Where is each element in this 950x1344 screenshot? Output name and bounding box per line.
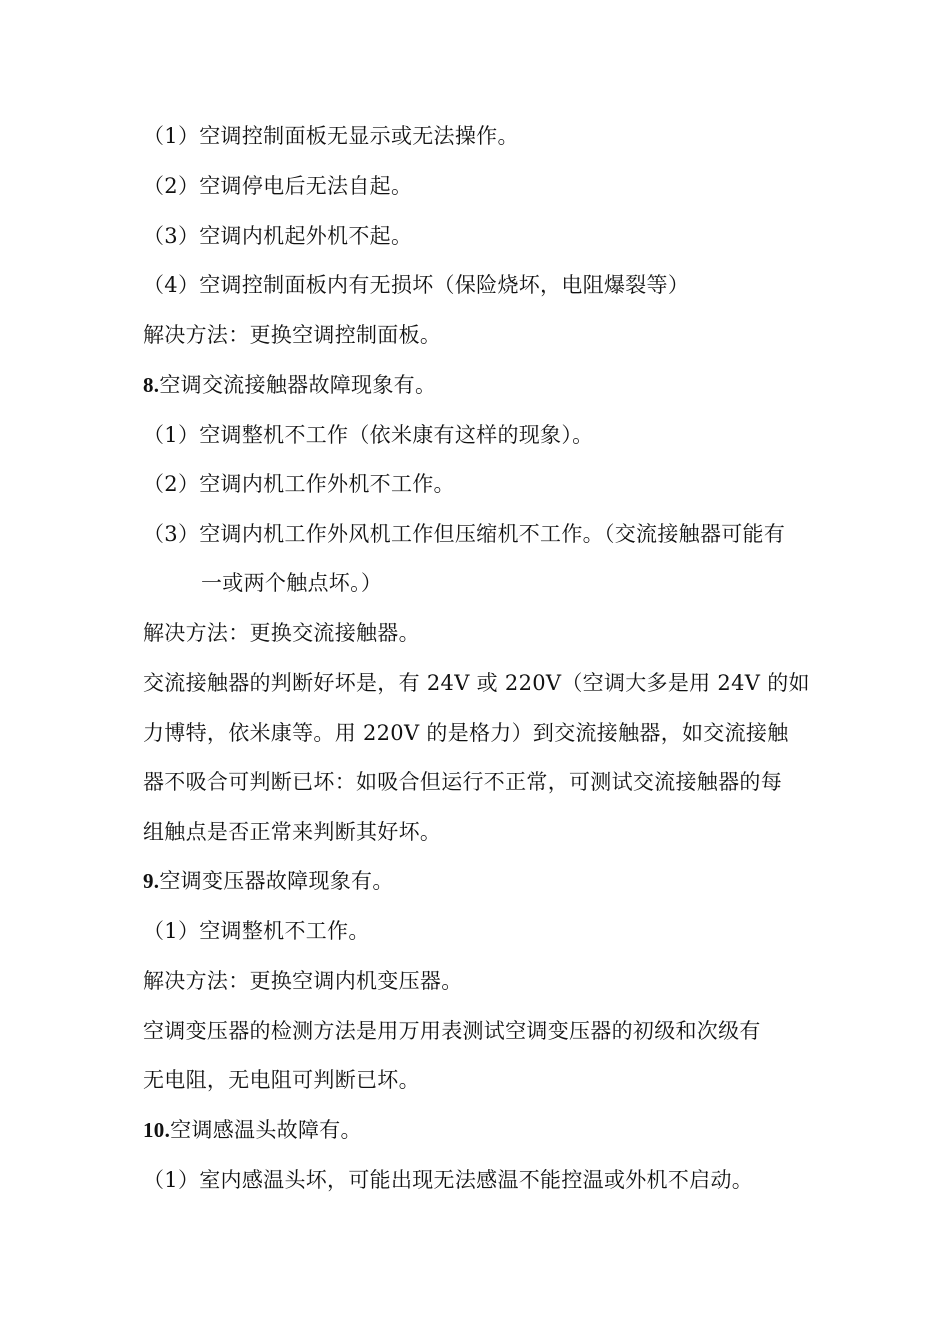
fault-item-2: （2）空调停电后无法自起。: [143, 174, 413, 198]
body-paragraph-line: 空调变压器的检测方法是用万用表测试空调变压器的初级和次级有: [143, 1019, 761, 1043]
solution-text: 解决方法：更换交流接触器。: [143, 621, 420, 645]
solution-text: 解决方法：更换空调控制面板。: [143, 323, 442, 347]
section-title: 空调感温头故障有。: [170, 1118, 362, 1142]
section-heading-8: [143, 370, 436, 400]
fault-item-3: （3）空调内机工作外风机工作但压缩机不工作。（交流接触器可能有: [143, 522, 786, 546]
section-title: 空调变压器故障现象有。: [159, 869, 394, 893]
body-paragraph-line: 力博特，依米康等。用 220V 的是格力）到交流接触器，如交流接触: [143, 721, 789, 745]
fault-item-1: （1）空调控制面板无显示或无法操作。: [143, 124, 519, 148]
body-paragraph-line: 组触点是否正常来判断其好坏。: [143, 820, 442, 844]
fault-item-3-continuation: 一或两个触点坏。）: [201, 571, 383, 595]
fault-item-1: （1）空调整机不工作（依米康有这样的现象）。: [143, 423, 594, 447]
section-number: 10.: [143, 1118, 171, 1142]
fault-item-3: （3）空调内机起外机不起。: [143, 224, 413, 248]
section-number: 8.: [143, 373, 160, 397]
solution-text: 解决方法：更换空调内机变压器。: [143, 969, 463, 993]
body-paragraph-line: 无电阻，无电阻可判断已坏。: [143, 1068, 420, 1092]
body-paragraph-line: 交流接触器的判断好坏是，有 24V 或 220V（空调大多是用 24V 的如: [143, 671, 810, 695]
section-number: 9.: [143, 869, 160, 893]
fault-item-1: （1）室内感温头坏，可能出现无法感温不能控温或外机不启动。: [143, 1168, 754, 1192]
fault-item-1: （1）空调整机不工作。: [143, 919, 370, 943]
section-heading-10: [143, 1115, 362, 1145]
section-heading-9: [143, 866, 394, 896]
fault-item-4: （4）空调控制面板内有无损坏（保险烧坏，电阻爆裂等）: [143, 273, 690, 297]
section-title: 空调交流接触器故障现象有。: [159, 373, 437, 397]
fault-item-2: （2）空调内机工作外机不工作。: [143, 472, 455, 496]
body-paragraph-line: 器不吸合可判断已坏：如吸合但运行不正常，可测试交流接触器的每: [143, 770, 782, 794]
